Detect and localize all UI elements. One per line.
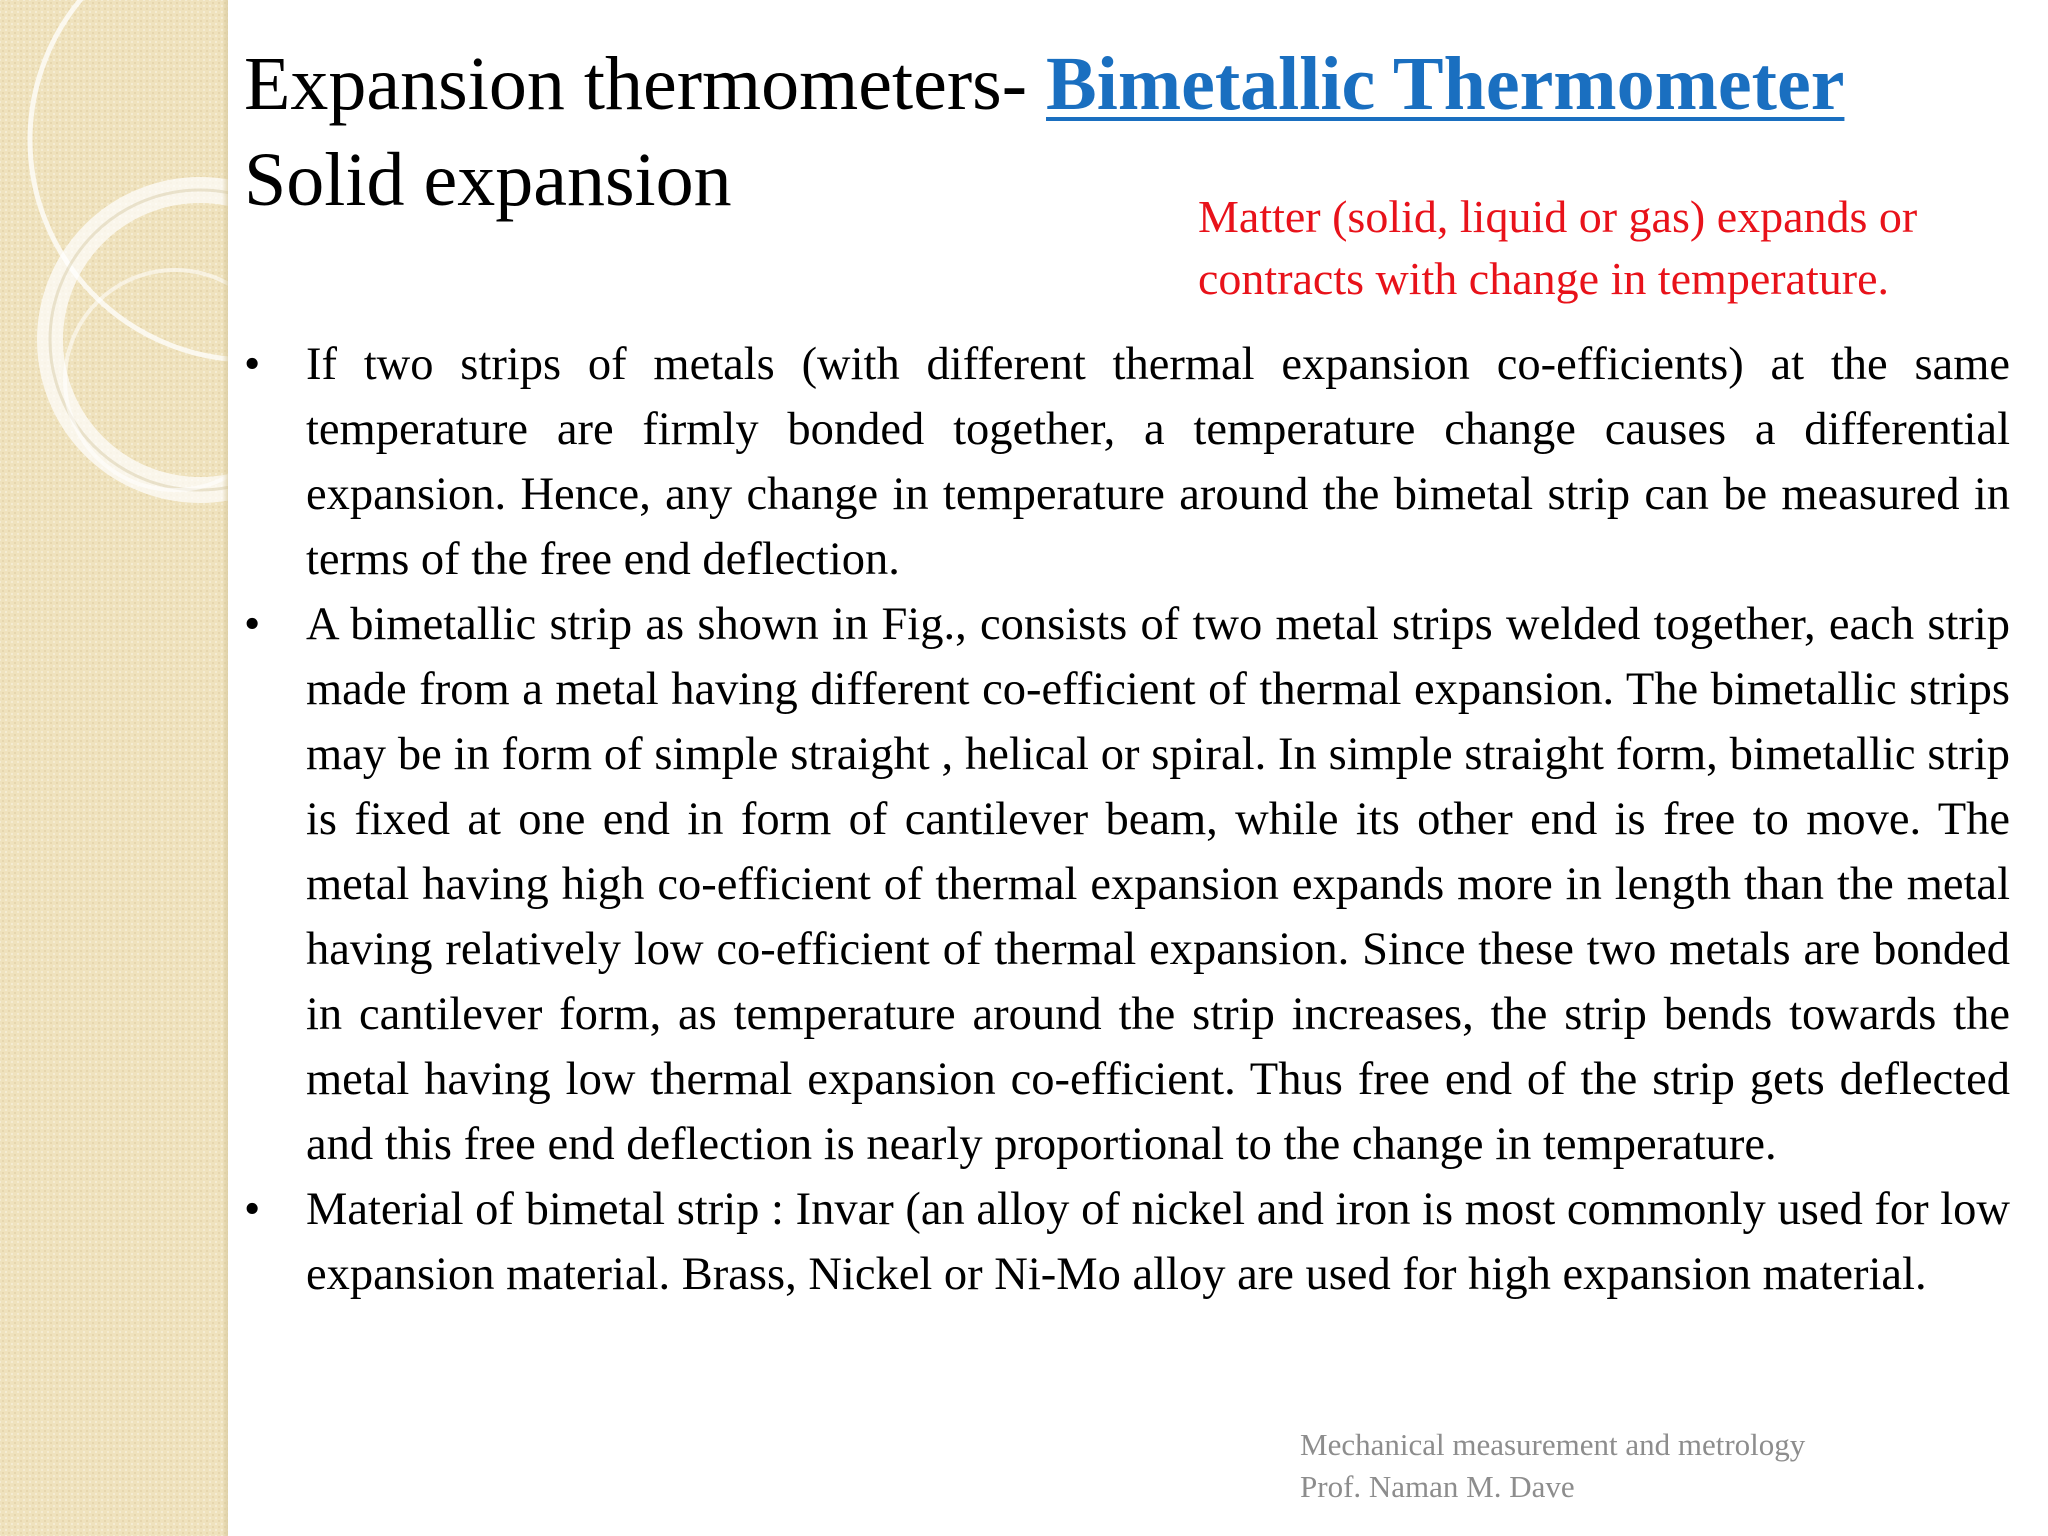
band-edge	[222, 0, 228, 1536]
bullet-text-2: A bimetallic strip as shown in Fig., consists of two metal strips welded together, each strip made from a metal having different co-efficient of thermal expansion. The bimetallic strips may be in form of simple straight , helical or spiral. In simple straight form, bimetallic strip is fixed at one end in form of cantilever beam, while its other end is free to move. The metal having high co-efficient of thermal expansion expands more in length than the metal having relatively low co-efficient of thermal expansion. Since these two metals are bonded in cantilever form, as temperature around the strip increases, the strip bends towards the metal having low thermal expansion co-efficient. Thus free end of the strip gets deflected and this free end deflection is nearly proportional to the change in temperature.	[306, 599, 2010, 1170]
footer-author: Prof. Naman M. Dave	[1300, 1469, 1575, 1504]
title-subtitle: Solid expansion	[244, 138, 732, 222]
footer-course: Mechanical measurement and metrology	[1300, 1427, 1806, 1462]
title-prefix: Expansion thermometers-	[244, 42, 1047, 126]
bullet-list	[240, 332, 2010, 1307]
bullet-item-1	[240, 332, 2010, 592]
bullet-dot-icon: •	[244, 1184, 261, 1235]
title-highlight-link[interactable]: Bimetallic Thermometer	[1046, 42, 1845, 126]
note-line-1: Matter (solid, liquid or gas) expands or	[1198, 191, 1918, 242]
decorative-rings	[0, 0, 228, 600]
decorative-ring-medium	[50, 190, 228, 490]
bullet-item-3	[240, 1177, 2010, 1307]
bullet-text-1: If two strips of metals (with different thermal expansion co-efficients) at the same temperature are firmly bonded together, a temperature change causes a differential expansion. Hence, any change in temperature around the bimetal strip can be measured in terms of the free end deflection.	[306, 339, 2010, 585]
bullet-item-2	[240, 592, 2010, 1177]
decorative-side-band	[0, 0, 228, 1536]
red-note	[1198, 186, 2018, 310]
slide-footer	[1300, 1424, 1805, 1508]
bullet-text-3: Material of bimetal strip : Invar (an alloy of nickel and iron is most commonly used for low expansion material. Brass, Nickel or Ni-Mo alloy are used for high expansion material.	[306, 1184, 2010, 1300]
note-line-2: contracts with change in temperature.	[1198, 253, 1889, 304]
bullet-dot-icon: •	[244, 599, 261, 650]
bullet-dot-icon: •	[244, 339, 261, 390]
